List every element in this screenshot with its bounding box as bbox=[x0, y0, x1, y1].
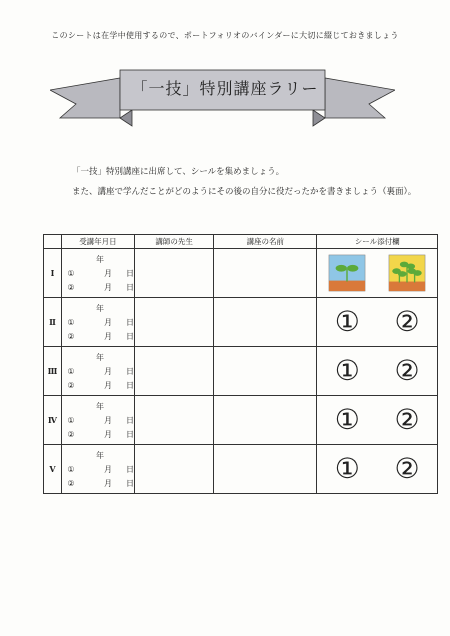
day-label: 日 bbox=[125, 380, 134, 390]
header-date: 受講年月日 bbox=[61, 235, 134, 249]
second-date-marker: ② bbox=[67, 282, 75, 292]
intro-line-1: 「一技」特別講座に出席して、シールを集めましょう。 bbox=[72, 167, 285, 177]
date-cell[interactable] bbox=[61, 347, 134, 396]
day-label: 日 bbox=[125, 282, 134, 292]
date-cell[interactable] bbox=[61, 396, 134, 445]
teacher-cell[interactable] bbox=[134, 396, 213, 445]
row-number: Ⅰ bbox=[44, 249, 62, 298]
sticker-slot-2[interactable]: ② bbox=[394, 354, 420, 387]
year-label: 年 bbox=[95, 401, 104, 411]
course-name-cell[interactable] bbox=[214, 396, 317, 445]
year-label: 年 bbox=[95, 450, 104, 460]
day-label: 日 bbox=[125, 415, 134, 425]
month-label: 月 bbox=[103, 366, 112, 376]
year-label: 年 bbox=[95, 254, 104, 264]
row-number: Ⅳ bbox=[44, 396, 62, 445]
sticker-cell[interactable] bbox=[317, 347, 438, 396]
plant-sticker-icon bbox=[388, 254, 426, 292]
header-note: このシートは在学中使用するので、ポートフォリオのバインダーに大切に綴じておきましょう bbox=[51, 31, 399, 40]
first-date-marker: ① bbox=[67, 317, 75, 327]
month-label: 月 bbox=[103, 331, 112, 341]
course-name-cell[interactable] bbox=[214, 347, 317, 396]
sticker-slot-2[interactable]: ② bbox=[394, 452, 420, 485]
sprout-sticker-icon bbox=[328, 254, 366, 292]
day-label: 日 bbox=[125, 478, 134, 488]
month-label: 月 bbox=[103, 282, 112, 292]
page-title: 「一技」特別講座ラリー bbox=[131, 79, 319, 98]
year-label: 年 bbox=[95, 352, 104, 362]
header-num bbox=[44, 235, 62, 249]
sticker-slot-1[interactable]: ① bbox=[334, 403, 360, 436]
teacher-cell[interactable] bbox=[134, 249, 213, 298]
sticker-cell[interactable] bbox=[317, 298, 438, 347]
header-course-name: 講座の名前 bbox=[214, 235, 317, 249]
sticker-slot-1[interactable]: ① bbox=[334, 354, 360, 387]
table-row bbox=[44, 249, 438, 298]
date-cell[interactable] bbox=[61, 249, 134, 298]
table-row bbox=[44, 445, 438, 494]
date-cell[interactable] bbox=[61, 298, 134, 347]
sticker-slot-2[interactable]: ② bbox=[394, 305, 420, 338]
day-label: 日 bbox=[125, 464, 134, 474]
second-date-marker: ② bbox=[67, 380, 75, 390]
day-label: 日 bbox=[125, 268, 134, 278]
day-label: 日 bbox=[125, 366, 134, 376]
second-date-marker: ② bbox=[67, 331, 75, 341]
second-date-marker: ② bbox=[67, 429, 75, 439]
course-name-cell[interactable] bbox=[214, 445, 317, 494]
row-number: Ⅱ bbox=[44, 298, 62, 347]
month-label: 月 bbox=[103, 478, 112, 488]
sticker-cell[interactable] bbox=[317, 396, 438, 445]
first-date-marker: ① bbox=[67, 464, 75, 474]
course-name-cell[interactable] bbox=[214, 249, 317, 298]
table-row bbox=[44, 347, 438, 396]
header-sticker: シール添付欄 bbox=[317, 235, 438, 249]
second-date-marker: ② bbox=[67, 478, 75, 488]
row-number: Ⅲ bbox=[44, 347, 62, 396]
month-label: 月 bbox=[103, 380, 112, 390]
course-name-cell[interactable] bbox=[214, 298, 317, 347]
sticker-slot-1[interactable]: ① bbox=[334, 452, 360, 485]
year-label: 年 bbox=[95, 303, 104, 313]
intro-line-2: また、講座で学んだことがどのようにその後の自分に役だったかを書きましょう（裏面）。 bbox=[72, 187, 417, 197]
table-header-row bbox=[44, 235, 438, 249]
table-row bbox=[44, 298, 438, 347]
sticker-cell[interactable] bbox=[317, 445, 438, 494]
day-label: 日 bbox=[125, 429, 134, 439]
month-label: 月 bbox=[103, 464, 112, 474]
day-label: 日 bbox=[125, 317, 134, 327]
first-date-marker: ① bbox=[67, 415, 75, 425]
first-date-marker: ① bbox=[67, 366, 75, 376]
month-label: 月 bbox=[103, 268, 112, 278]
month-label: 月 bbox=[103, 429, 112, 439]
day-label: 日 bbox=[125, 331, 134, 341]
table-row bbox=[44, 396, 438, 445]
teacher-cell[interactable] bbox=[134, 298, 213, 347]
month-label: 月 bbox=[103, 415, 112, 425]
sticker-slot-1[interactable]: ① bbox=[334, 305, 360, 338]
teacher-cell[interactable] bbox=[134, 445, 213, 494]
date-cell[interactable] bbox=[61, 445, 134, 494]
row-number: Ⅴ bbox=[44, 445, 62, 494]
month-label: 月 bbox=[103, 317, 112, 327]
header-teacher: 講師の先生 bbox=[134, 235, 213, 249]
first-date-marker: ① bbox=[67, 268, 75, 278]
sticker-cell[interactable] bbox=[317, 249, 438, 298]
rally-table bbox=[43, 234, 438, 494]
teacher-cell[interactable] bbox=[134, 347, 213, 396]
sticker-slot-2[interactable]: ② bbox=[394, 403, 420, 436]
